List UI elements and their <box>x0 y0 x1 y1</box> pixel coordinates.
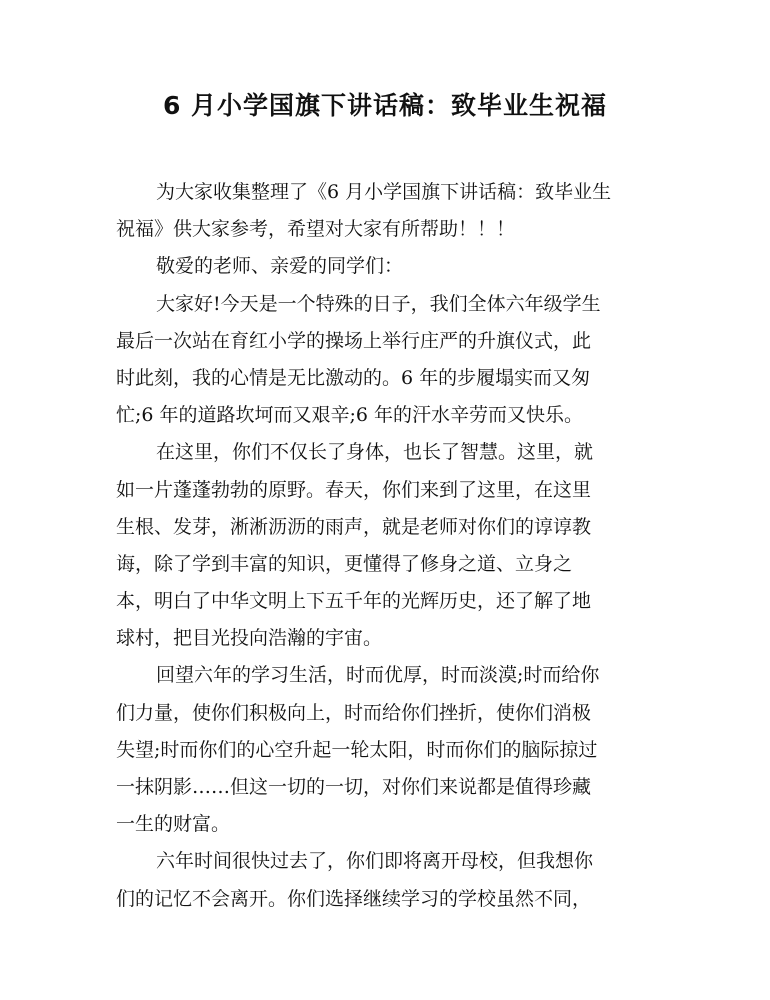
text-line: 时此刻，我的心情是无比激动的。6 年的步履塌实而又匆 <box>116 366 591 389</box>
text-line: 在这里，你们不仅长了身体，也长了智慧。这里，就 <box>156 441 594 464</box>
text-line: 失望;时而你们的心空升起一轮太阳，时而你们的脑际掠过 <box>116 738 598 761</box>
text-line: 本，明白了中华文明上下五千年的光辉历史，还了解了地 <box>116 590 592 613</box>
text-line: 生根、发芽，淅淅沥沥的雨声，就是老师对你们的谆谆教 <box>116 515 592 538</box>
text-line: 大家好!今天是一个特殊的日子，我们全体六年级学生 <box>156 292 601 315</box>
document-body <box>116 174 656 918</box>
text-line: 一生的财富。 <box>116 813 231 836</box>
text-line: 诲，除了学到丰富的知识，更懂得了修身之道、立身之 <box>116 552 573 575</box>
text-line: 们的记忆不会离开。你们选择继续学习的学校虽然不同， <box>116 887 592 910</box>
text-line: 一抹阴影……但这一切的一切，对你们来说都是值得珍藏 <box>116 776 592 798</box>
text-line: 们力量，使你们积极向上，时而给你们挫折，使你们消极 <box>116 701 592 724</box>
text-line: 祝福》供大家参考，希望对大家有所帮助！！！ <box>116 218 516 241</box>
text-line: 最后一次站在育红小学的操场上举行庄严的升旗仪式，此 <box>116 329 592 352</box>
text-line: 为大家收集整理了《6 月小学国旗下讲话稿：致毕业生 <box>156 181 612 203</box>
text-line: 球村，把目光投向浩瀚的宇宙。 <box>116 627 383 650</box>
text-line: 敬爱的老师、亲爱的同学们： <box>156 255 404 278</box>
text-line: 回望六年的学习生活，时而优厚，时而淡漠;时而给你 <box>156 664 600 687</box>
text-line: 如一片蓬蓬勃勃的原野。春天，你们来到了这里，在这里 <box>116 478 592 501</box>
page-title: 6 月小学国旗下讲话稿：致毕业生祝福 <box>162 91 608 120</box>
text-line: 忙;6 年的道路坎坷而又艰辛;6 年的汗水辛劳而又快乐。 <box>116 404 584 427</box>
text-line: 六年时间很快过去了，你们即将离开母校，但我想你 <box>156 850 594 873</box>
